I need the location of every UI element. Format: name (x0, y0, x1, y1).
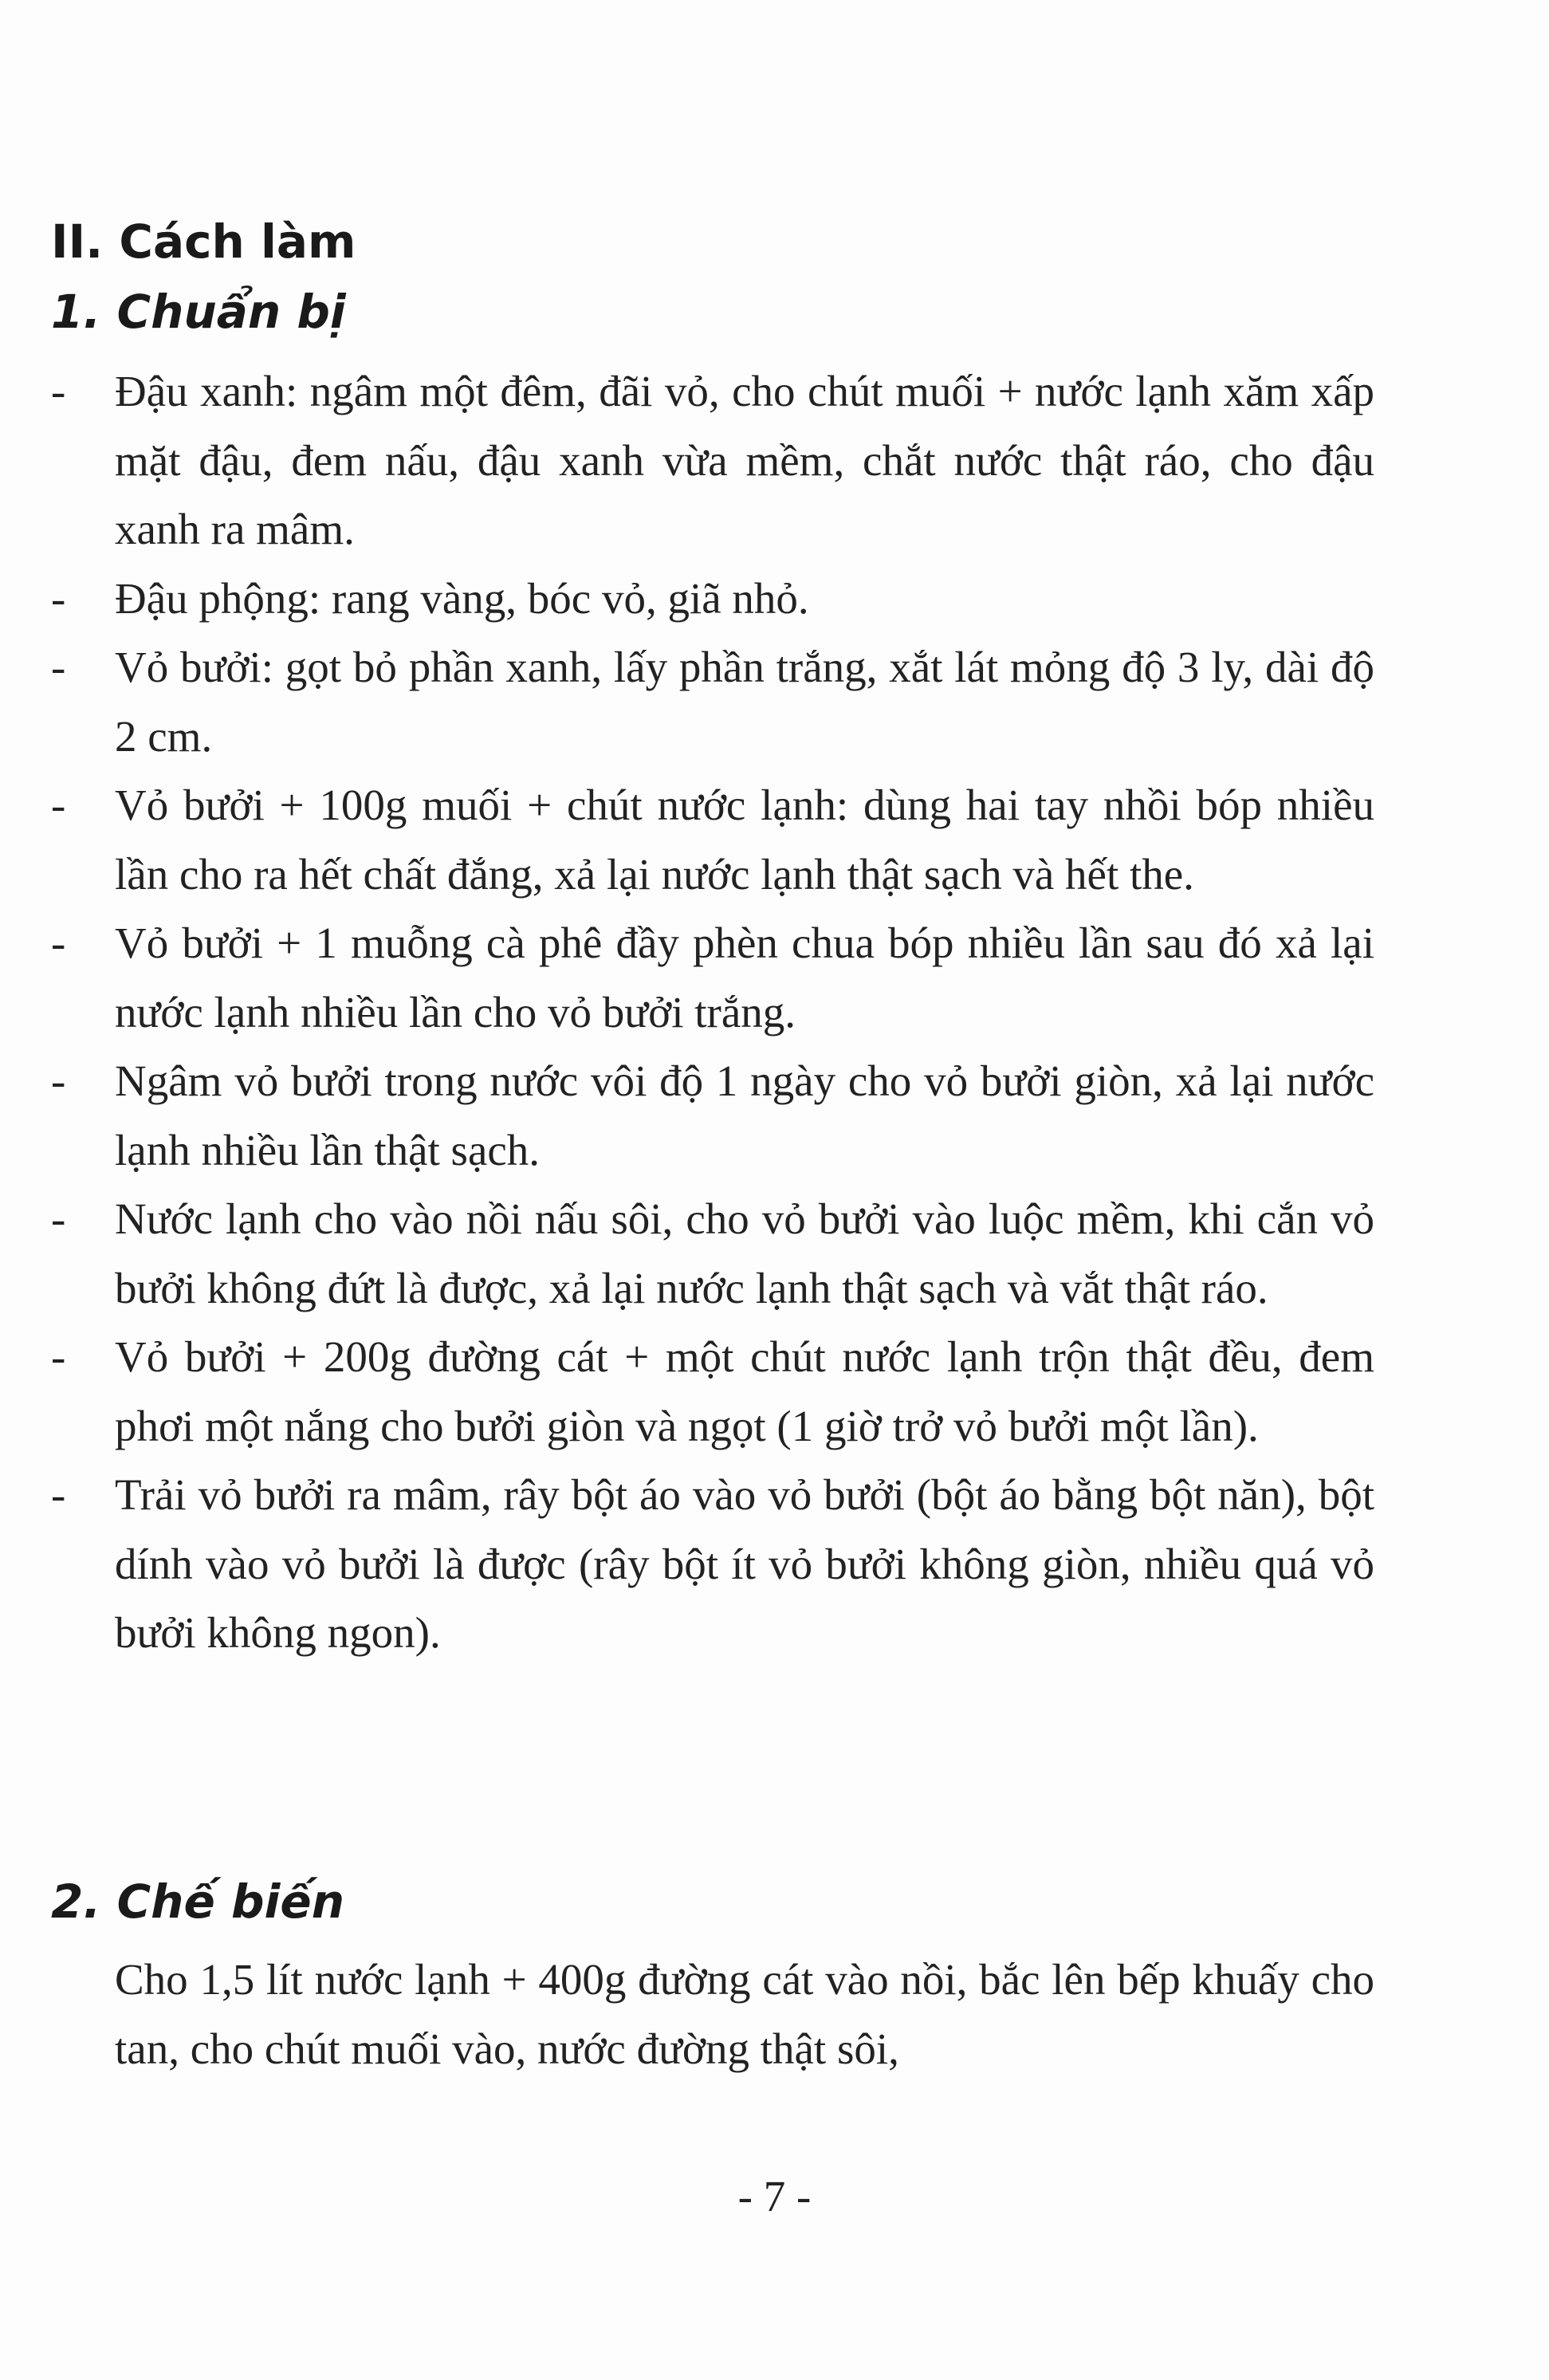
bullet-dash: - (51, 367, 66, 415)
list-item-text: Vỏ bưởi + 1 muỗng cà phê đầy phèn chua bóp nhiều lần sau đó xả lại nước lạnh nhiều lần cho vỏ bưởi trắng. (115, 919, 1374, 1037)
bullet-dash: - (51, 643, 66, 691)
list-item-text: Trải vỏ bưởi ra mâm, rây bột áo vào vỏ bưởi (bột áo bằng bột năn), bột dính vào vỏ bưởi là được (rây bột ít vỏ bưởi không giòn, nhiều quá vỏ bưởi không ngon). (115, 1470, 1374, 1657)
bullet-dash: - (51, 1470, 66, 1519)
list-item (51, 1047, 1374, 1185)
list-item (51, 1185, 1374, 1323)
list-item-text: Đậu phộng: rang vàng, bóc vỏ, giã nhỏ. (115, 573, 809, 623)
list-item-text: Ngâm vỏ bưởi trong nước vôi độ 1 ngày cho vỏ bưởi giòn, xả lại nước lạnh nhiều lần thật sạch. (115, 1056, 1374, 1174)
list-item (51, 565, 1374, 634)
list-item-text: Nước lạnh cho vào nồi nấu sôi, cho vỏ bưởi vào luộc mềm, khi cắn vỏ bưởi không đứt là được, xả lại nước lạnh thật sạch và vắt thật ráo. (115, 1194, 1374, 1312)
list-item-text: Vỏ bưởi + 200g đường cát + một chút nước lạnh trộn thật đều, đem phơi một nắng cho bưởi giòn và ngọt (1 giờ trở vỏ bưởi một lần). (115, 1332, 1374, 1450)
list-item (51, 1461, 1374, 1668)
list-item-text: Đậu xanh: ngâm một đêm, đãi vỏ, cho chút muối + nước lạnh xăm xấp mặt đậu, đem nấu, đậu xanh vừa mềm, chắt nước thật ráo, cho đậu xanh ra mâm. (115, 367, 1374, 553)
section-title: II. Cách làm (51, 214, 356, 269)
bullet-dash: - (51, 573, 66, 623)
list-item (51, 633, 1374, 771)
subsection-title-preparation: 1. Chuẩn bị (51, 285, 346, 339)
bullet-dash: - (51, 1332, 66, 1381)
list-item (51, 1323, 1374, 1461)
cooking-paragraph: Cho 1,5 lít nước lạnh + 400g đường cát vào nồi, bắc lên bếp khuấy cho tan, cho chút muối vào, nước đường thật sôi, (115, 1955, 1374, 2073)
bullet-dash: - (51, 1194, 66, 1243)
bullet-dash: - (51, 919, 66, 967)
list-item (51, 909, 1374, 1047)
list-item (51, 357, 1374, 565)
preparation-list (51, 357, 1374, 1668)
bullet-dash: - (51, 781, 66, 829)
list-item-text: Vỏ bưởi + 100g muối + chút nước lạnh: dùng hai tay nhồi bóp nhiều lần cho ra hết chất đắng, xả lại nước lạnh thật sạch và hết the. (115, 781, 1374, 899)
list-item (51, 771, 1374, 909)
subsection-title-cooking: 2. Chế biến (51, 1874, 344, 1929)
bullet-dash: - (51, 1056, 66, 1105)
list-item-text: Vỏ bưởi: gọt bỏ phần xanh, lấy phần trắng, xắt lát mỏng độ 3 ly, dài độ 2 cm. (115, 643, 1374, 761)
page-number: - 7 - (737, 2172, 812, 2221)
